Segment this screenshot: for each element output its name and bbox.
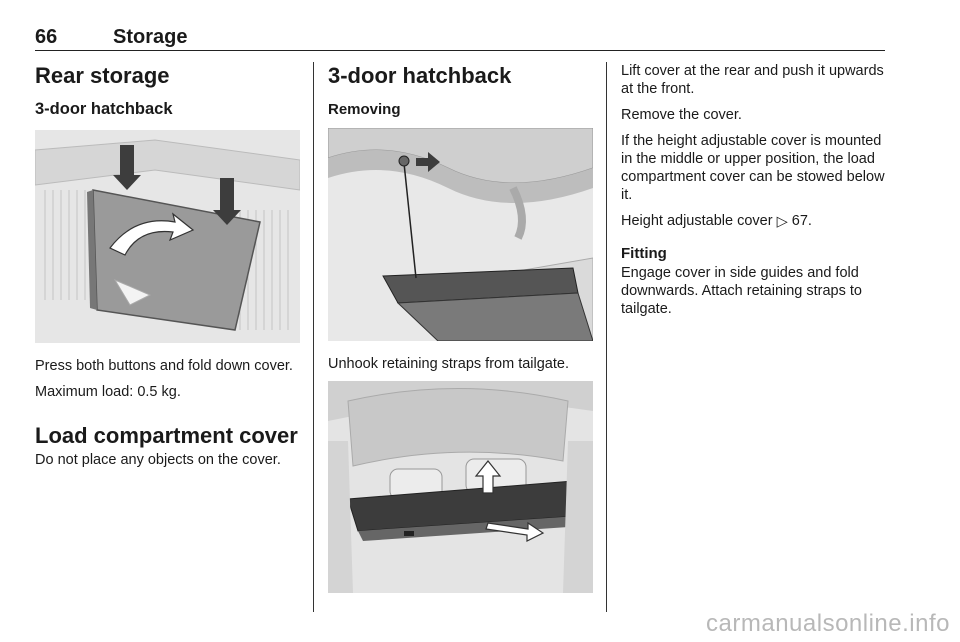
subsection-title-3-door: 3-door hatchback [35, 100, 173, 118]
caption-unhook-straps: Unhook retaining straps from tailgate. [328, 356, 569, 372]
column-2 [328, 62, 593, 593]
illustration-rear-storage [35, 130, 300, 343]
figure-retaining-straps [328, 128, 593, 341]
column-divider-1 [313, 62, 314, 612]
section-title-rear-storage: Rear storage [35, 63, 170, 88]
page-header [35, 26, 885, 51]
page-number: 66 [35, 26, 58, 48]
paragraph-reference [621, 212, 889, 230]
column-1 [35, 62, 300, 477]
paragraph-fitting: Engage cover in side guides and fold downwards. Attach retaining straps to tailgate. [621, 265, 862, 317]
section-text-no-objects: Do not place any objects on the cover. [35, 452, 281, 468]
figure-remove-cover [328, 381, 593, 593]
illustration-tailgate-straps [328, 128, 593, 341]
triangle-reference-icon: ▷ [776, 214, 788, 230]
column-divider-2 [606, 62, 607, 612]
column-3 [621, 62, 889, 326]
section-title-load-compartment-cover: Load compartment cover [35, 423, 298, 448]
paragraph-height-adjustable: If the height adjustable cover is mounted in the middle or upper position, the load compartment cover can be stowed below it. [621, 133, 885, 203]
chapter-title: Storage [113, 26, 188, 48]
section-title-3-door-hatchback: 3-door hatchback [328, 63, 512, 88]
caption-press-buttons: Press both buttons and fold down cover. [35, 358, 293, 374]
reference-page-link[interactable]: 67. [791, 213, 812, 229]
subsection-title-fitting: Fitting [621, 245, 667, 262]
watermark-text: carmanualsonline.info [706, 610, 950, 637]
illustration-lift-cover [328, 381, 593, 593]
max-load-text: Maximum load: 0.5 kg. [35, 384, 181, 400]
paragraph-lift-cover: Lift cover at the rear and push it upwards at the front. [621, 63, 884, 97]
paragraph-remove-cover: Remove the cover. [621, 107, 742, 123]
reference-text: Height adjustable cover [621, 213, 773, 229]
subsection-title-removing: Removing [328, 101, 401, 118]
figure-rear-storage-cover [35, 130, 300, 343]
